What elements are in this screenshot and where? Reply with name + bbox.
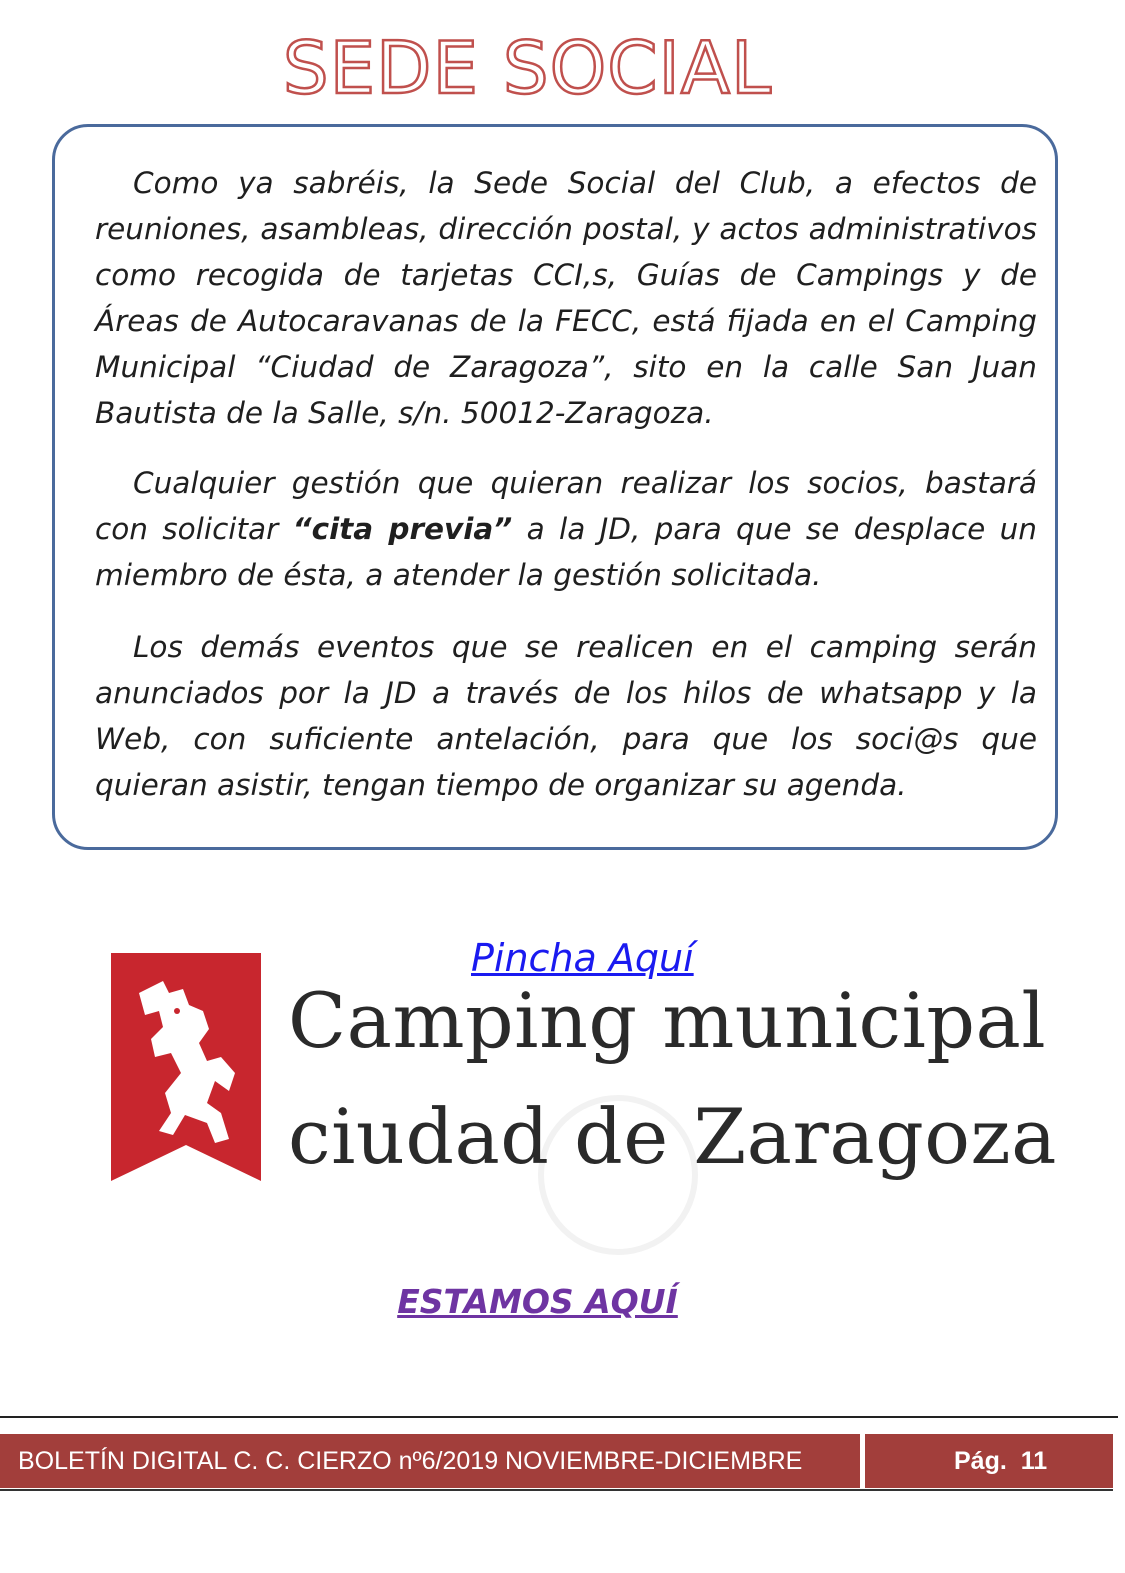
paragraph-eventos [95, 624, 1037, 808]
paragraph-1-text: Como ya sabréis, la Sede Social del Club, a efectos de reuniones, asambleas, dirección postal, y actos administrativos como recogida de tarjetas CCI,s, Guías de Campings y de Áreas de Autocaravanas de la FECC, está fijada en el Camping Municipal “Ciudad de Zaragoza”, sito en la calle San Juan Bautista de la Salle, s/n. 50012-Zaragoza. [95, 166, 1037, 430]
footer-bottom-rule [0, 1489, 1113, 1491]
footer-publication-info: BOLETÍN DIGITAL C. C. CIERZO nº6/2019 NOVIEMBRE-DICIEMBRE [18, 1447, 803, 1475]
paragraph-cita-previa [95, 460, 1037, 598]
footer-page-indicator [954, 1434, 1047, 1488]
page-title: SEDE SOCIAL [282, 26, 773, 110]
paragraph-3-text: Los demás eventos que se realicen en el camping serán anunciados por la JD a través de los hilos de whatsapp y la Web, con suficiente antelación, para que los soci@s que quieran asistir, tengan tiempo de organizar su agenda. [95, 630, 1037, 802]
camping-logo[interactable] [108, 945, 1057, 1237]
paragraph-2-text-after: a la JD, para que se desplace un miembro de ésta, a atender la gestión solicitada. [95, 512, 1037, 592]
page-label: Pág. [954, 1447, 1007, 1475]
footer-top-rule [0, 1416, 1118, 1418]
lion-crest-icon [111, 953, 261, 1181]
page-number: 11 [1020, 1447, 1048, 1475]
estamos-aqui-link[interactable]: ESTAMOS AQUÍ [397, 1282, 678, 1321]
footer-bar [0, 1434, 1113, 1488]
paragraph-sede-social [95, 160, 1037, 436]
logo-text-line-1: Camping municipal [288, 976, 1047, 1065]
paragraph-2-text-before: Cualquier gestión que quieran realizar los socios, bastará con solicitar [95, 466, 1037, 546]
footer-divider [860, 1434, 865, 1488]
pincha-aqui-link[interactable]: Pincha Aquí [471, 936, 694, 980]
cita-previa-emphasis: “cita previa” [292, 512, 513, 546]
logo-text-line-2: ciudad de Zaragoza [288, 1092, 1057, 1181]
